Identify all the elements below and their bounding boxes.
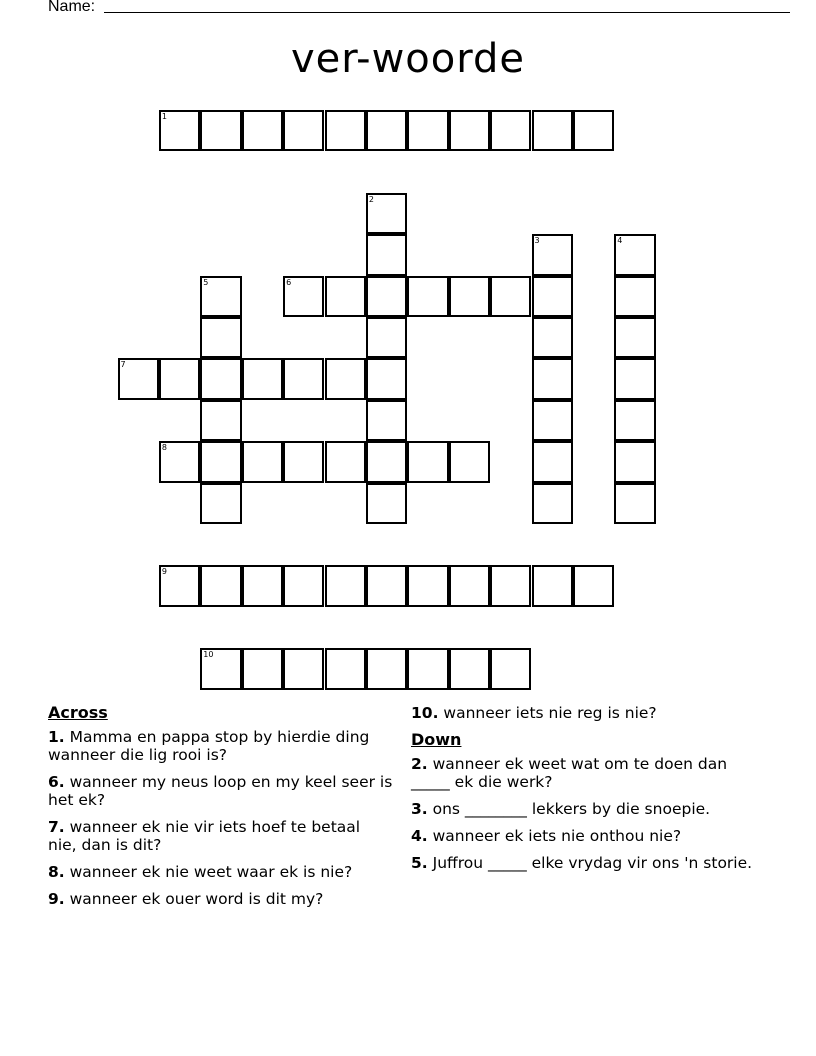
crossword-cell[interactable]	[366, 317, 407, 358]
crossword-cell-2[interactable]	[366, 193, 407, 234]
crossword-cell[interactable]	[449, 276, 490, 317]
crossword-cell[interactable]	[449, 441, 490, 482]
crossword-cell[interactable]	[614, 276, 655, 317]
crossword-cell[interactable]	[283, 565, 324, 606]
clue-across-10: 10. wanneer iets nie reg is nie?	[411, 704, 657, 722]
crossword-cell[interactable]	[366, 234, 407, 275]
clue-across-8: 8. wanneer ek nie weet waar ek is nie?	[48, 863, 353, 881]
cell-number: 1	[161, 112, 167, 121]
crossword-cell[interactable]	[366, 441, 407, 482]
across-clues	[48, 704, 393, 917]
crossword-cell-1[interactable]	[159, 110, 200, 151]
crossword-cell[interactable]	[407, 276, 448, 317]
crossword-cell[interactable]	[242, 565, 283, 606]
across-heading: Across	[48, 703, 108, 722]
crossword-cell[interactable]	[614, 358, 655, 399]
crossword-cell-3[interactable]	[532, 234, 573, 275]
cell-number: 7	[120, 360, 126, 370]
clue-down-5: 5. Juffrou _____ elke vrydag vir ons 'n storie.	[411, 854, 753, 872]
clue-down-2: 2. wanneer ek weet wat om te doen dan _____ ek die werk?	[411, 755, 728, 791]
crossword-cell[interactable]	[200, 317, 241, 358]
crossword-cell[interactable]	[200, 565, 241, 606]
crossword-cell[interactable]	[449, 648, 490, 689]
clue-across-7: 7. wanneer ek nie vir iets hoef te betaal nie, dan is dit?	[48, 818, 361, 854]
crossword-cell[interactable]	[532, 400, 573, 441]
crossword-cell-5[interactable]	[200, 276, 241, 317]
clue-down-3: 3. ons ________ lekkers by die snoepie.	[411, 800, 711, 818]
crossword-cell[interactable]	[407, 648, 448, 689]
page-title: ver-woorde	[290, 36, 525, 82]
clue-down-4: 4. wanneer ek iets nie onthou nie?	[411, 827, 682, 845]
crossword-cell[interactable]	[325, 441, 366, 482]
clue-across-1: 1. Mamma en pappa stop by hierdie ding wanneer die lig rooi is?	[48, 728, 370, 764]
clue-across-6: 6. wanneer my neus loop en my keel seer is het ek?	[48, 773, 393, 809]
crossword-cell[interactable]	[614, 317, 655, 358]
crossword-cell[interactable]	[614, 400, 655, 441]
crossword-cell[interactable]	[283, 441, 324, 482]
crossword-cell[interactable]	[407, 110, 448, 151]
crossword-cell[interactable]	[366, 276, 407, 317]
crossword-cell[interactable]	[532, 276, 573, 317]
crossword-cell[interactable]	[325, 648, 366, 689]
crossword-cell[interactable]	[325, 110, 366, 151]
crossword-cell[interactable]	[242, 358, 283, 399]
crossword-cell[interactable]	[614, 483, 655, 524]
crossword-cell[interactable]	[490, 648, 531, 689]
crossword-cell[interactable]	[200, 441, 241, 482]
crossword-cell[interactable]	[532, 358, 573, 399]
crossword-cell[interactable]	[490, 565, 531, 606]
crossword-cell[interactable]	[407, 565, 448, 606]
crossword-cell[interactable]	[532, 483, 573, 524]
crossword-cell[interactable]	[200, 400, 241, 441]
crossword-cell[interactable]	[283, 648, 324, 689]
crossword-cell[interactable]	[200, 110, 241, 151]
crossword-cell[interactable]	[573, 110, 614, 151]
crossword-cell[interactable]	[159, 358, 200, 399]
cell-number: 10	[203, 650, 214, 660]
crossword-cell[interactable]	[532, 441, 573, 482]
crossword-cell-9[interactable]	[159, 565, 200, 606]
down-clues	[411, 704, 756, 881]
crossword-cell[interactable]	[242, 648, 283, 689]
crossword-cell[interactable]	[366, 648, 407, 689]
crossword-cell-4[interactable]	[614, 234, 655, 275]
cell-number: 5	[203, 277, 209, 287]
cell-number: 2	[368, 194, 374, 204]
crossword-cell[interactable]	[242, 110, 283, 151]
cell-number: 9	[161, 567, 167, 577]
crossword-cell[interactable]	[325, 565, 366, 606]
crossword-cell[interactable]	[532, 110, 573, 151]
crossword-cell-6[interactable]	[283, 276, 324, 317]
crossword-cell[interactable]	[449, 565, 490, 606]
down-heading: Down	[411, 730, 462, 749]
crossword-cell[interactable]	[366, 400, 407, 441]
crossword-cell[interactable]	[532, 565, 573, 606]
crossword-cell[interactable]	[366, 483, 407, 524]
crossword-cell[interactable]	[490, 110, 531, 151]
crossword-cell-7[interactable]	[118, 358, 159, 399]
crossword-cell[interactable]	[200, 358, 241, 399]
cell-number: 8	[161, 443, 167, 453]
crossword-cell[interactable]	[532, 317, 573, 358]
crossword-cell[interactable]	[366, 358, 407, 399]
cell-number: 4	[617, 236, 623, 246]
crossword-cell[interactable]	[407, 441, 448, 482]
crossword-cell[interactable]	[366, 565, 407, 606]
clue-across-9: 9. wanneer ek ouer word is dit my?	[48, 890, 324, 908]
crossword-cell[interactable]	[283, 358, 324, 399]
crossword-cell[interactable]	[614, 441, 655, 482]
cell-number: 6	[286, 277, 292, 287]
cell-number: 3	[534, 236, 540, 246]
crossword-cell[interactable]	[366, 110, 407, 151]
crossword-cell[interactable]	[242, 441, 283, 482]
crossword-cell[interactable]	[490, 276, 531, 317]
crossword-cell[interactable]	[283, 110, 324, 151]
crossword-cell[interactable]	[325, 358, 366, 399]
crossword-cell[interactable]	[449, 110, 490, 151]
name-label: Name:	[48, 0, 96, 15]
crossword-cell[interactable]	[573, 565, 614, 606]
crossword-cell[interactable]	[325, 276, 366, 317]
crossword-cell-8[interactable]	[159, 441, 200, 482]
crossword-cell[interactable]	[200, 483, 241, 524]
crossword-cell-10[interactable]	[200, 648, 241, 689]
